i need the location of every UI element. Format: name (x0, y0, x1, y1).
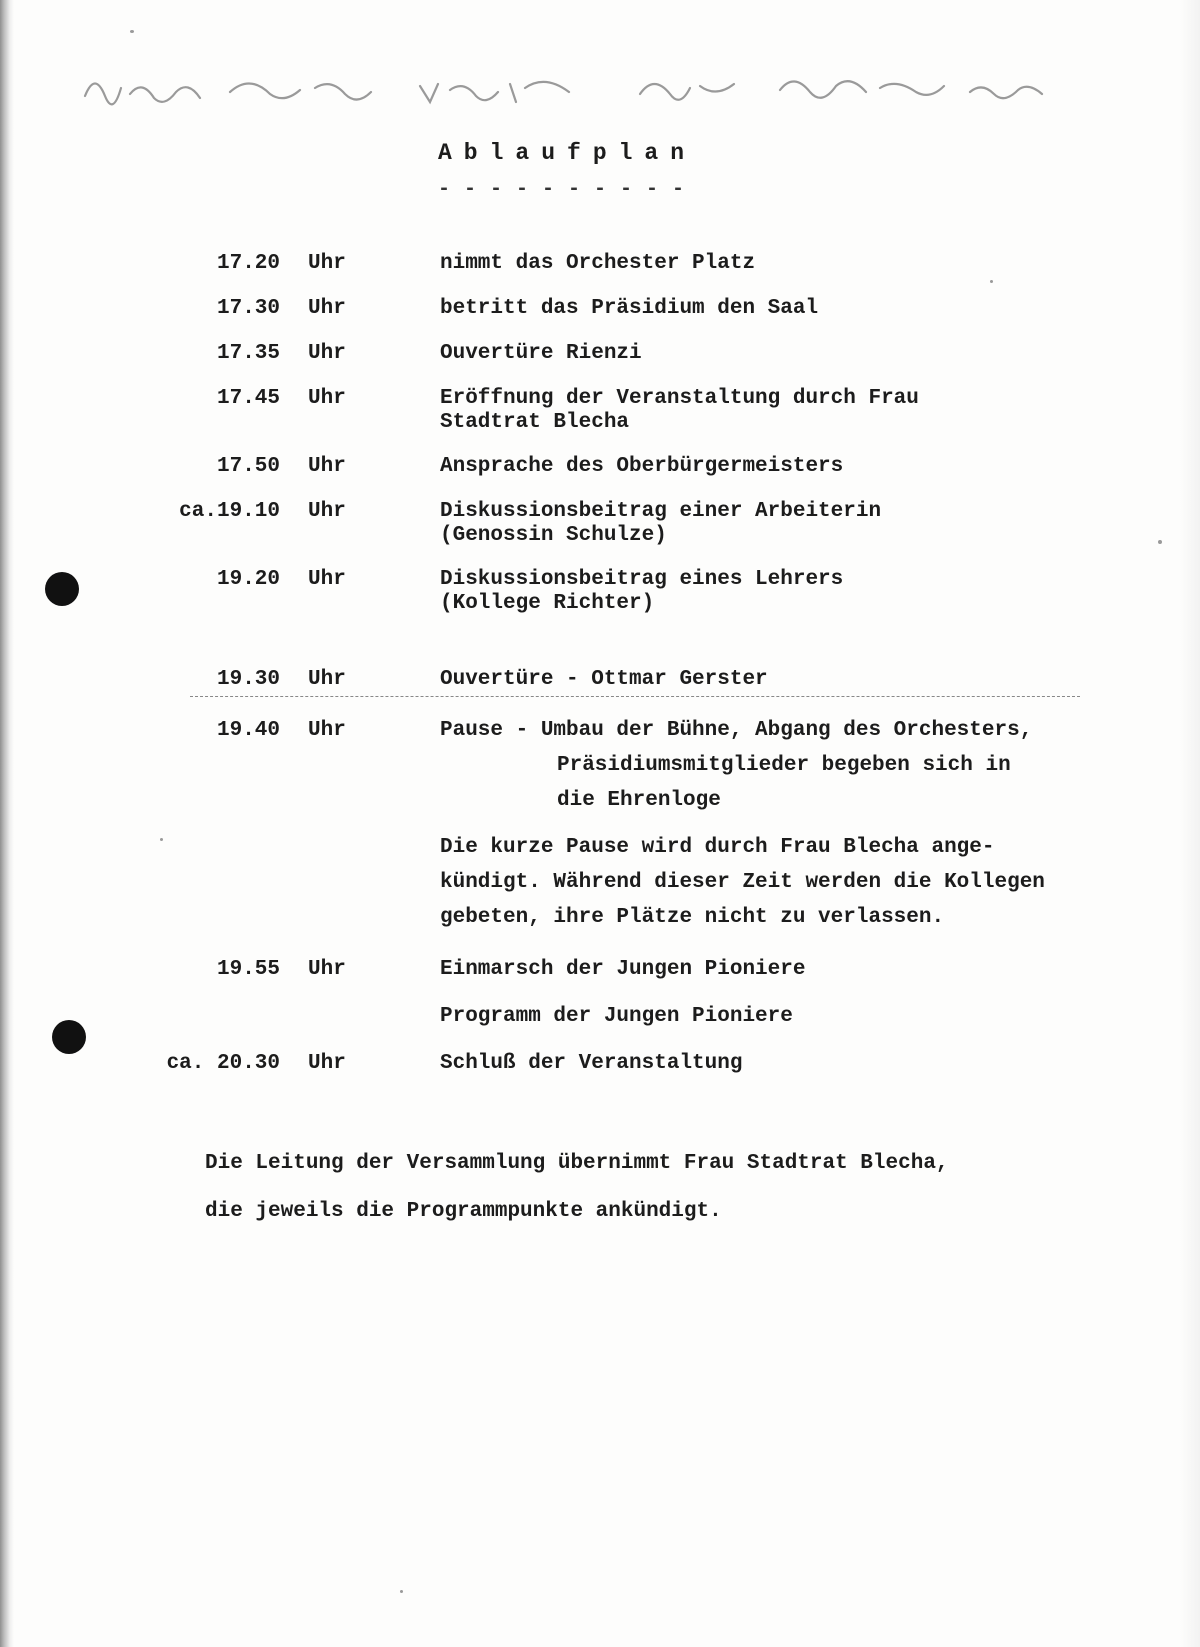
row-line: Schluß der Veranstaltung (440, 1052, 743, 1075)
row-time: 17.45 (216, 387, 280, 410)
row-line: Die kurze Pause wird durch Frau Blecha ange- (440, 836, 995, 859)
row-description (440, 1005, 1160, 1029)
row-unit: Uhr (308, 297, 346, 320)
row-description (440, 342, 1160, 366)
scan-speck (130, 30, 134, 33)
row-line: Diskussionsbeitrag einer Arbeiterin (440, 500, 882, 523)
row-line: Einmarsch der Jungen Pioniere (440, 958, 806, 981)
row-unit: Uhr (308, 500, 346, 523)
document-title: Ablaufplan (438, 140, 697, 166)
row-line: nimmt das Orchester Platz (440, 252, 756, 275)
scan-speck (400, 1590, 403, 1593)
row-line: Ouvertüre Rienzi (440, 342, 642, 365)
row-unit: Uhr (308, 1052, 346, 1075)
row-line: Pause - Umbau der Bühne, Abgang des Orchesters, (440, 719, 1033, 742)
row-unit: Uhr (308, 958, 346, 981)
scan-speck (990, 280, 993, 283)
row-time: 17.35 (216, 342, 280, 365)
row-line: (Genossin Schulze) (440, 524, 667, 547)
row-time: 19.40 (216, 719, 280, 742)
row-unit: Uhr (308, 252, 346, 275)
scan-edge-shadow (0, 0, 14, 1647)
row-time: 19.20 (216, 568, 280, 591)
row-unit: Uhr (308, 568, 346, 591)
row-unit: Uhr (308, 719, 346, 742)
punch-hole (45, 572, 79, 606)
row-description (440, 455, 1160, 479)
row-time: ca. 20.30 (166, 1052, 280, 1075)
punch-hole (52, 1020, 86, 1054)
row-line: betritt das Präsidium den Saal (440, 297, 819, 320)
row-line: Stadtrat Blecha (440, 411, 630, 434)
row-line: (Kollege Richter) (440, 592, 655, 615)
dashed-divider (190, 696, 1080, 697)
scan-edge-right (1180, 0, 1200, 1647)
row-line: gebeten, ihre Plätze nicht zu verlassen. (440, 906, 945, 929)
row-line: die Ehrenloge (557, 789, 721, 812)
row-time: 19.55 (216, 958, 280, 981)
row-time: ca.19.10 (179, 500, 280, 523)
row-description (440, 568, 1160, 616)
row-unit: Uhr (308, 455, 346, 478)
closing-note-line: die jeweils die Programmpunkte ankündigt. (205, 1200, 722, 1223)
closing-note (205, 1140, 949, 1236)
row-description (440, 500, 1160, 548)
row-unit: Uhr (308, 668, 346, 691)
row-line: Ouvertüre - Ottmar Gerster (440, 668, 768, 691)
row-time: 19.30 (216, 668, 280, 691)
row-line: Eröffnung der Veranstaltung durch Frau (440, 387, 919, 410)
row-description (440, 713, 1160, 818)
scan-speck (1158, 540, 1162, 544)
row-description (440, 297, 1160, 321)
row-description (440, 387, 1160, 435)
row-time: 17.50 (216, 455, 280, 478)
title-underline: - - - - - - - - - - (438, 178, 686, 201)
row-line: Diskussionsbeitrag eines Lehrers (440, 568, 844, 591)
row-time: 17.30 (216, 297, 280, 320)
row-unit: Uhr (308, 387, 346, 410)
row-line: kündigt. Während dieser Zeit werden die Kollegen (440, 871, 1045, 894)
closing-note-line: Die Leitung der Versammlung übernimmt Frau Stadtrat Blecha, (205, 1152, 949, 1175)
row-unit: Uhr (308, 342, 346, 365)
row-description (440, 1052, 1160, 1076)
row-description (440, 958, 1160, 982)
row-line: Programm der Jungen Pioniere (440, 1005, 793, 1028)
row-description (440, 252, 1160, 276)
row-description (440, 830, 1160, 935)
handwritten-note (80, 66, 1060, 116)
row-description (440, 668, 1160, 692)
row-time: 17.20 (216, 252, 280, 275)
row-line: Ansprache des Oberbürgermeisters (440, 455, 844, 478)
scan-speck (160, 838, 163, 841)
row-line: Präsidiumsmitglieder begeben sich in (557, 754, 1011, 777)
